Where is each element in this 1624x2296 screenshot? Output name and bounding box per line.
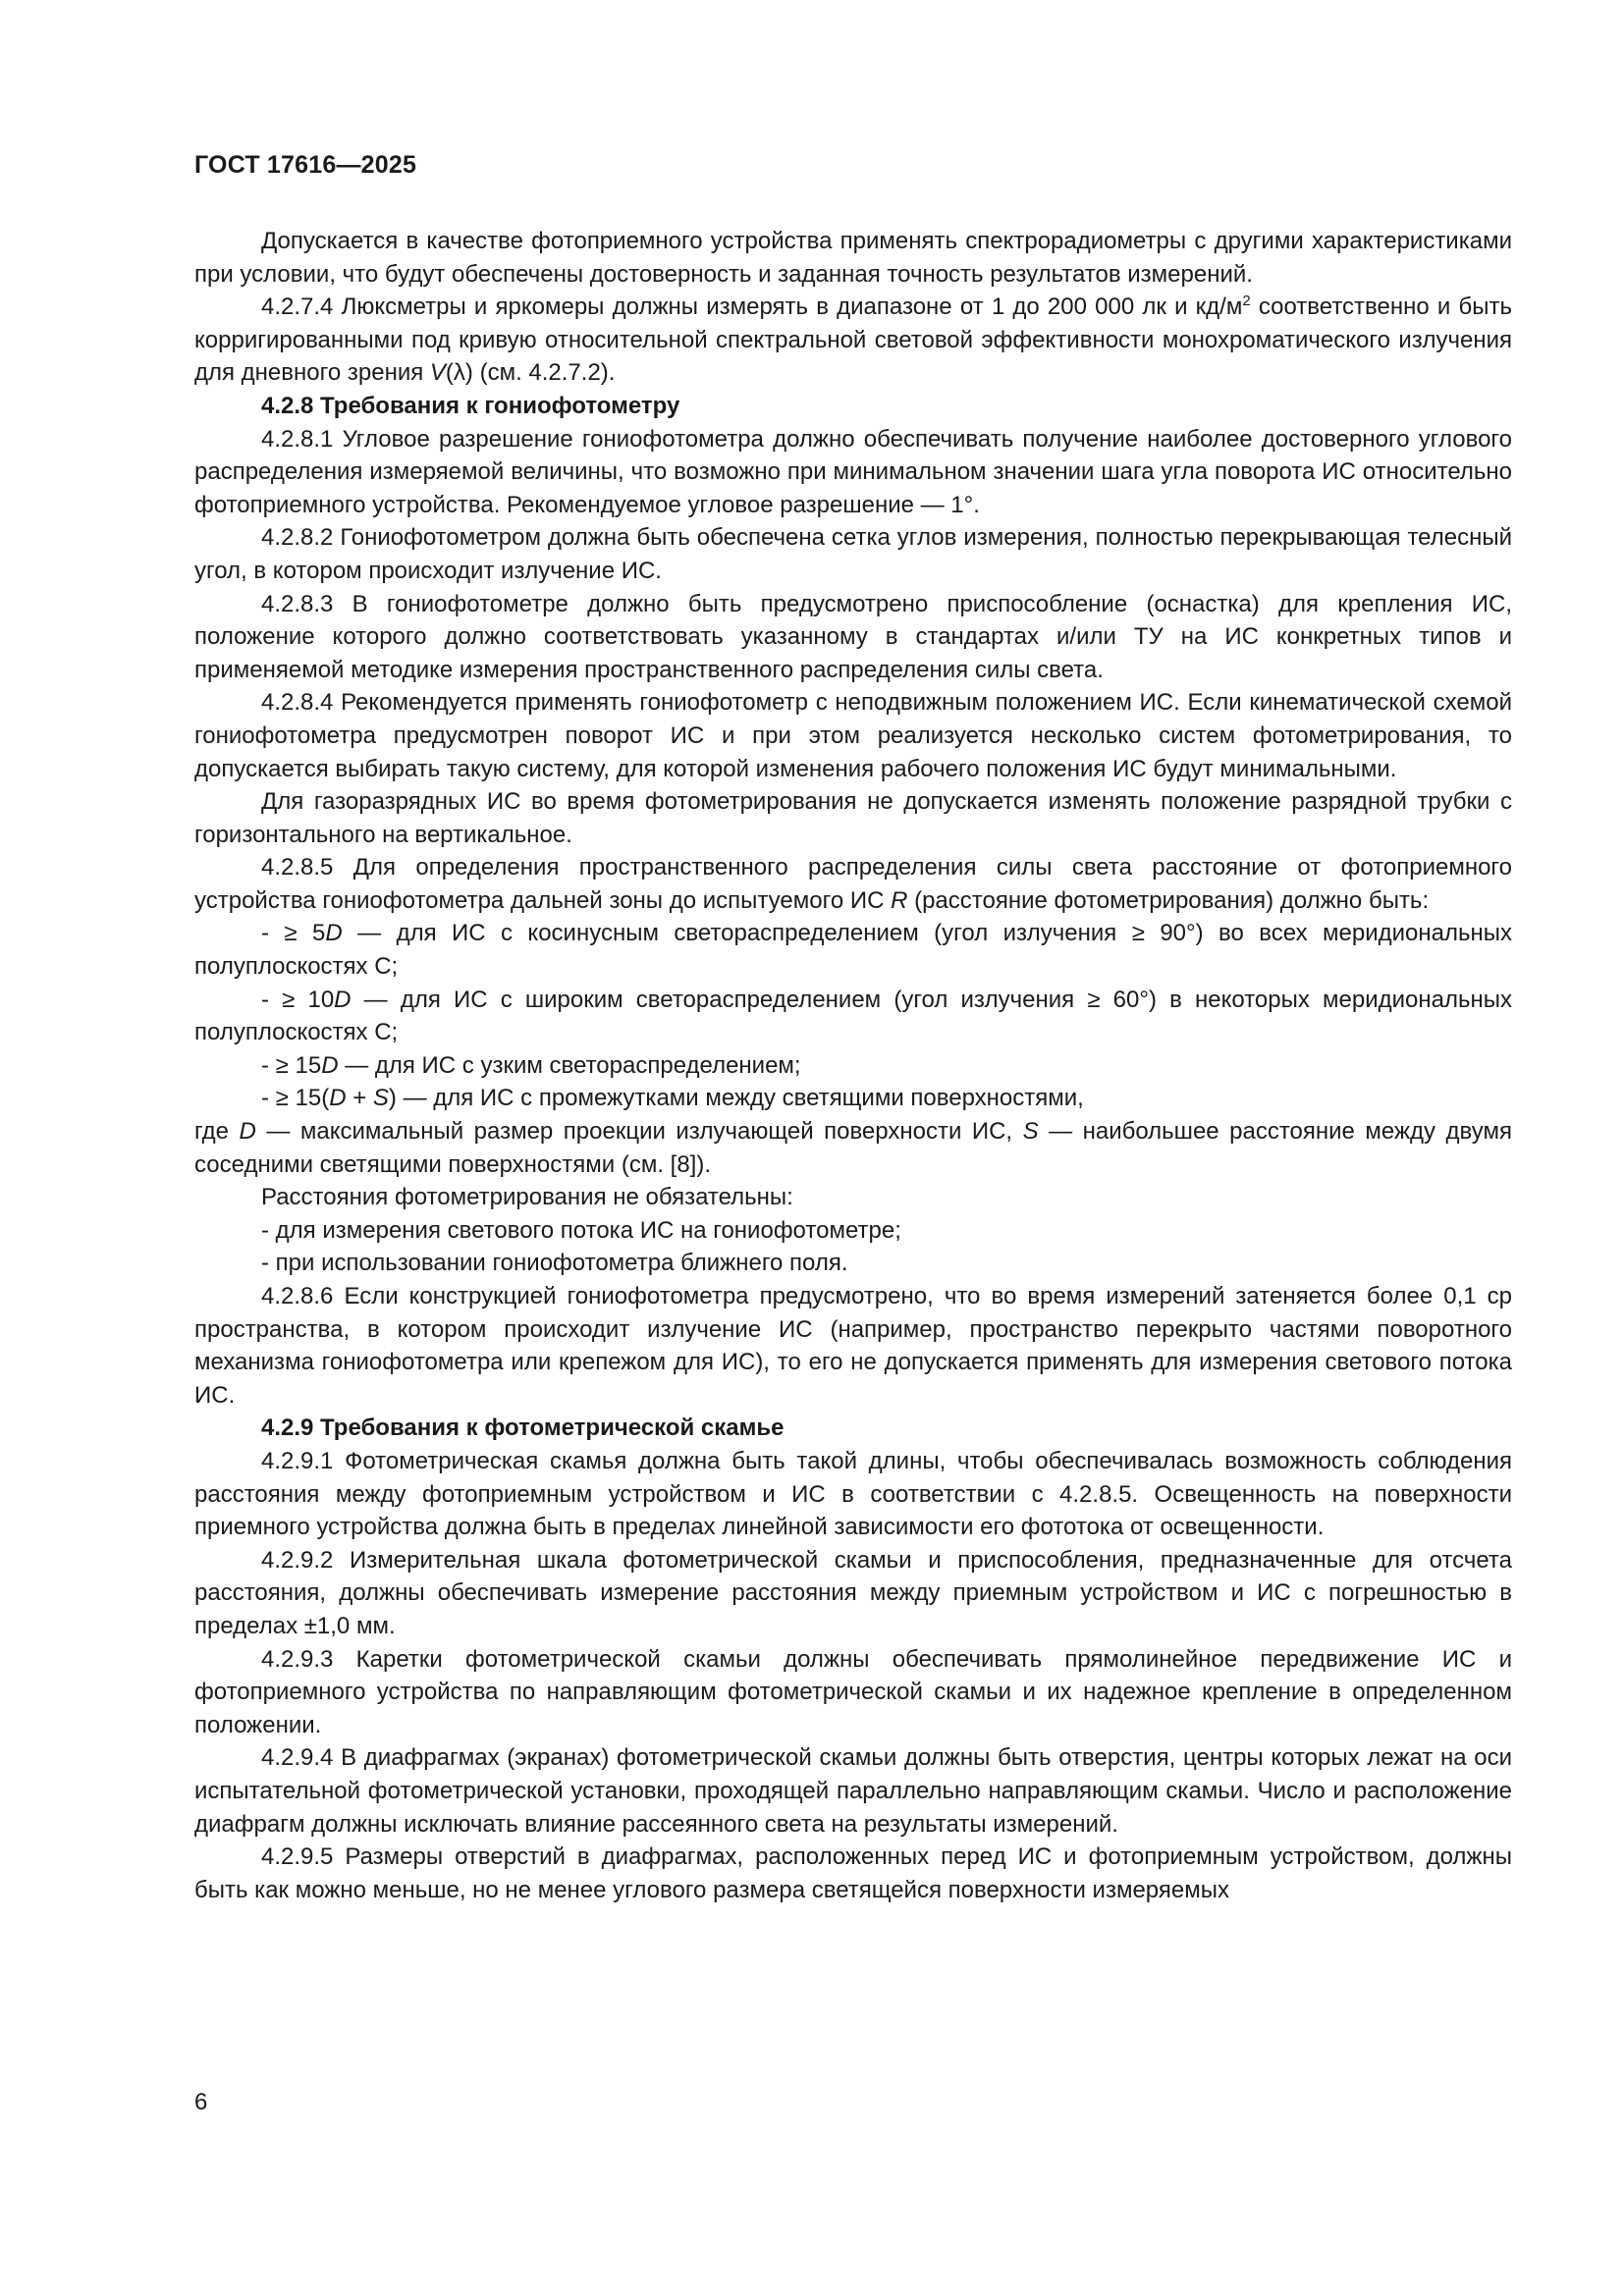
paragraph-4-2-8-2: 4.2.8.2 Гониофотометром должна быть обеспечена сетка углов измерения, полностью перекрывающая телесный угол, в котором происходит излучение ИС.	[194, 524, 1512, 584]
text-run: - ≥ 10	[261, 986, 335, 1013]
italic-symbol: D	[334, 986, 352, 1013]
text-run: - ≥ 5	[261, 920, 326, 947]
paragraph-4-2-8-3: 4.2.8.3 В гониофотометре должно быть предусмотрено приспособление (оснастка) для крепления ИС, положение которого должно соответствовать указанному в стандартах и/или ТУ на ИС конкретных типов и применяемой методике измерения пространственного распределения силы света.	[194, 590, 1512, 683]
superscript: 2	[1242, 293, 1251, 310]
italic-symbol: S	[1022, 1118, 1039, 1146]
text-run: — для ИС с узким светораспределением;	[338, 1051, 801, 1079]
text-run: (λ) (см. 4.2.7.2).	[445, 359, 616, 387]
section-heading-4-2-9: 4.2.9 Требования к фотометрической скамье	[261, 1415, 785, 1442]
list-item	[194, 1049, 1512, 1083]
list-item: - при использовании гониофотометра ближнего поля.	[261, 1250, 848, 1277]
section-heading-4-2-8: 4.2.8 Требования к гониофотометру	[261, 392, 680, 419]
text-run: +	[346, 1085, 373, 1112]
text-run: - ≥ 15	[261, 1051, 322, 1079]
paragraph-4-2-8-1: 4.2.8.1 Угловое разрешение гониофотометра должно обеспечивать получение наиболее достоверного углового распределения измеряемой величины, что возможно при минимальном значении шага угла поворота ИС относительно фотоприемного устройства. Рекомендуемое угловое разрешение — 1°.	[194, 425, 1512, 518]
paragraph-4-2-9-3: 4.2.9.3 Каретки фотометрической скамьи должны обеспечивать прямолинейное передвижение ИС и фотоприемного устройства по направляющим фотометрической скамьи и их надежное крепление в определенном положении.	[194, 1645, 1512, 1738]
paragraph-4-2-7-4	[194, 291, 1512, 390]
text-run: ) — для ИС с промежутками между светящими поверхностями,	[388, 1085, 1084, 1112]
paragraph: Расстояния фотометрирования не обязательны:	[261, 1184, 793, 1211]
page-number: 6	[194, 2089, 208, 2115]
paragraph-4-2-8-4: 4.2.8.4 Рекомендуется применять гониофотометр с неподвижным положением ИС. Если кинематической схемой гониофотометра предусмотрен поворот ИС и при этом реализуется несколько систем фотометрирования, то допускается выбирать такую систему, для которой изменения рабочего положения ИС будут минимальными.	[194, 689, 1512, 782]
text-run: - ≥ 15(	[261, 1085, 330, 1112]
text-run: соответственно и быть корригированными под кривую относительной спектральной световой эффективности монохроматического излучения для дневного зрения	[194, 294, 1513, 387]
text-run: 4.2.7.4 Люксметры и яркомеры должны измерять в диапазоне от 1 до 200 000 лк и кд/м	[261, 294, 1243, 321]
italic-symbol: R	[891, 886, 908, 914]
paragraph-where	[194, 1115, 1512, 1181]
italic-symbol: S	[372, 1085, 389, 1112]
list-item	[194, 984, 1512, 1049]
text-run: — максимальный размер проекции излучающей поверхности ИС,	[255, 1118, 1023, 1146]
paragraph-4-2-9-1: 4.2.9.1 Фотометрическая скамья должна быть такой длины, чтобы обеспечивалась возможность соблюдения расстояния между фотоприемным устройством и ИС в соответствии с 4.2.8.5. Освещенность на поверхности приемного устройства должна быть в пределах линейной зависимости его фототока от освещенности.	[194, 1447, 1512, 1541]
italic-symbol: D	[325, 920, 343, 947]
paragraph-4-2-9-4: 4.2.9.4 В диафрагмах (экранах) фотометрической скамьи должны быть отверстия, центры которых лежат на оси испытательной фотометрической установки, проходящей параллельно направляющим скамьи. Число и расположение диафрагм должны исключать влияние рассеянного света на результаты измерений.	[194, 1744, 1512, 1838]
italic-symbol: D	[321, 1051, 339, 1079]
list-item	[194, 1082, 1512, 1115]
italic-symbol: D	[239, 1118, 256, 1146]
paragraph: Для газоразрядных ИС во время фотометрирования не допускается изменять положение разрядной трубки с горизонтального на вертикальное.	[194, 788, 1512, 848]
text-run: — для ИС с косинусным светораспределением (угол излучения ≥ 90°) во всех меридиональных полуплоскостях С;	[194, 920, 1512, 981]
document-header: ГОСТ 17616—2025	[194, 151, 417, 179]
paragraph: Допускается в качестве фотоприемного устройства применять спектрорадиометры с другими характеристиками при условии, что будут обеспечены достоверность и заданная точность результатов измерений.	[194, 228, 1512, 288]
text-run: — наибольшее расстояние между двумя соседними светящими поверхностями (см. [8]).	[194, 1118, 1512, 1178]
text-run: 4.2.8.5 Для определения пространственного распределения силы света расстояние от фотоприемного устройства гониофотометра дальней зоны до испытуемого ИС	[194, 854, 1512, 914]
document-body	[194, 225, 1512, 1906]
paragraph-4-2-8-6: 4.2.8.6 Если конструкцией гониофотометра предусмотрено, что во время измерений затеняется более 0,1 ср пространства, в котором происходит излучение ИС (например, пространство перекрыто частями поворотного механизма гониофотометра или крепежом для ИС), то его не допускается применять для измерения светового потока ИС.	[194, 1283, 1512, 1409]
italic-symbol: D	[329, 1085, 347, 1112]
italic-symbol: V	[429, 359, 446, 387]
list-item	[194, 917, 1512, 983]
text-run: (расстояние фотометрирования) должно быть:	[907, 886, 1430, 914]
list-item: - для измерения светового потока ИС на гониофотометре;	[261, 1216, 901, 1244]
paragraph-4-2-8-5	[194, 851, 1512, 917]
text-run: где	[194, 1118, 240, 1146]
text-run: — для ИС с широким светораспределением (угол излучения ≥ 60°) в некоторых меридиональных полуплоскостях С;	[194, 986, 1512, 1046]
paragraph-4-2-9-5: 4.2.9.5 Размеры отверстий в диафрагмах, расположенных перед ИС и фотоприемным устройством, должны быть как можно меньше, но не менее углового размера светящейся поверхности измеряемых	[194, 1843, 1512, 1903]
paragraph-4-2-9-2: 4.2.9.2 Измерительная шкала фотометрической скамьи и приспособления, предназначенные для отсчета расстояния, должны обеспечивать измерение расстояния между приемным устройством и ИС с погрешностью в пределах ±1,0 мм.	[194, 1546, 1512, 1639]
